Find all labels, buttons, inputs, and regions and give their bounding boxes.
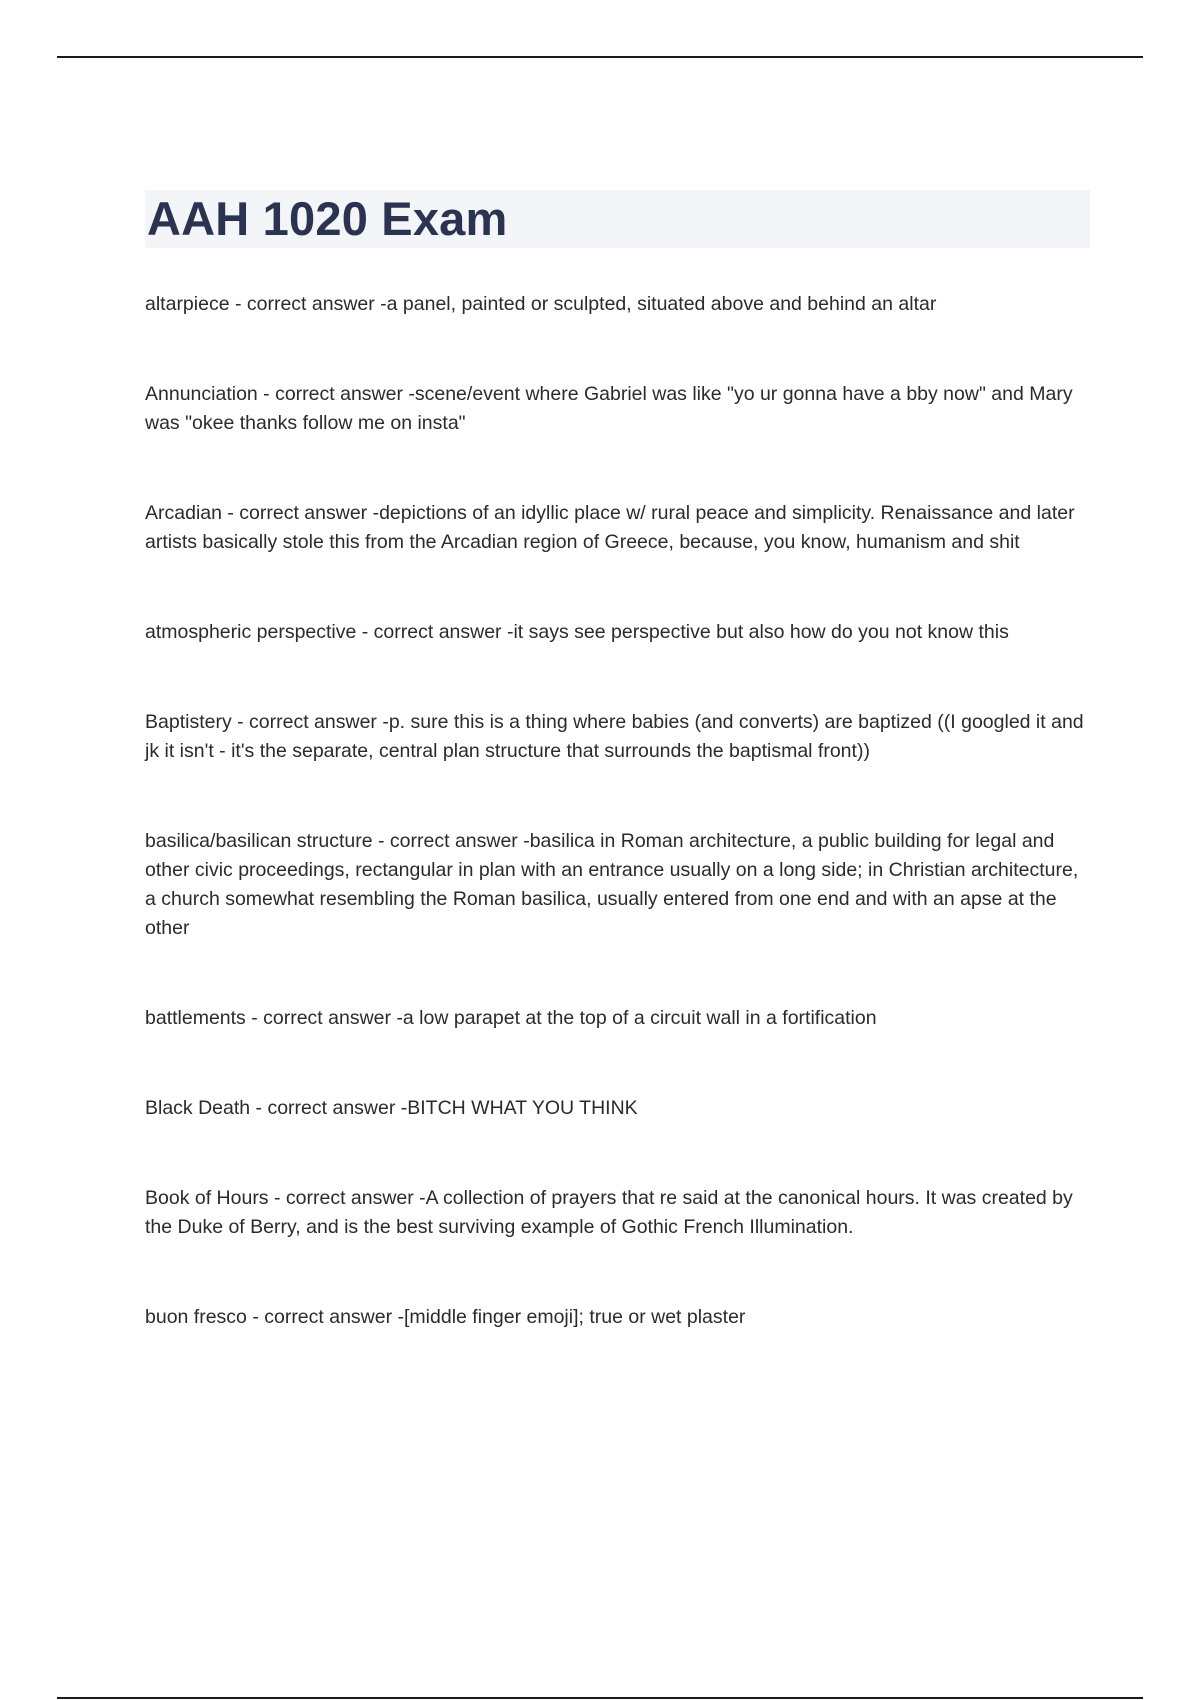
entry-altarpiece: altarpiece - correct answer -a panel, painted or sculpted, situated above and behind an altar [145,293,937,315]
top-divider [57,56,1143,58]
entry-baptistery: Baptistery - correct answer -p. sure this is a thing where babies (and converts) are baptized ((I googled it and jk it isn't - it's the separate, central plan structure that surrounds the baptismal front)) [145,711,1084,762]
entry-annunciation: Annunciation - correct answer -scene/event where Gabriel was like "yo ur gonna have a bby now" and Mary was "okee thanks follow me on insta" [145,383,1073,434]
flashcard-list [145,290,1090,1332]
entry-arcadian: Arcadian - correct answer -depictions of an idyllic place w/ rural peace and simplicity. Renaissance and later artists basically stole this from the Arcadian region of Greece, because, you know, humanism and shit [145,502,1075,553]
entry-black-death: Black Death - correct answer -BITCH WHAT YOU THINK [145,1097,638,1119]
title-banner [145,190,1090,248]
entry-battlements: battlements - correct answer -a low parapet at the top of a circuit wall in a fortification [145,1007,877,1029]
entry-book-of-hours: Book of Hours - correct answer -A collection of prayers that re said at the canonical hours. It was created by the Duke of Berry, and is the best surviving example of Gothic French Illumination. [145,1187,1073,1238]
document-title: AAH 1020 Exam [147,192,508,245]
entry-basilica: basilica/basilican structure - correct answer -basilica in Roman architecture, a public building for legal and other civic proceedings, rectangular in plan with an entrance usually on a long side; in Christian architecture, a church somewhat resembling the Roman basilica, usually entered from one end and with an apse at the other [145,830,1079,939]
entry-buon-fresco: buon fresco - correct answer -[middle finger emoji]; true or wet plaster [145,1306,746,1328]
bottom-divider [57,1697,1143,1699]
entry-atmospheric-perspective: atmospheric perspective - correct answer -it says see perspective but also how do you not know this [145,621,1009,643]
